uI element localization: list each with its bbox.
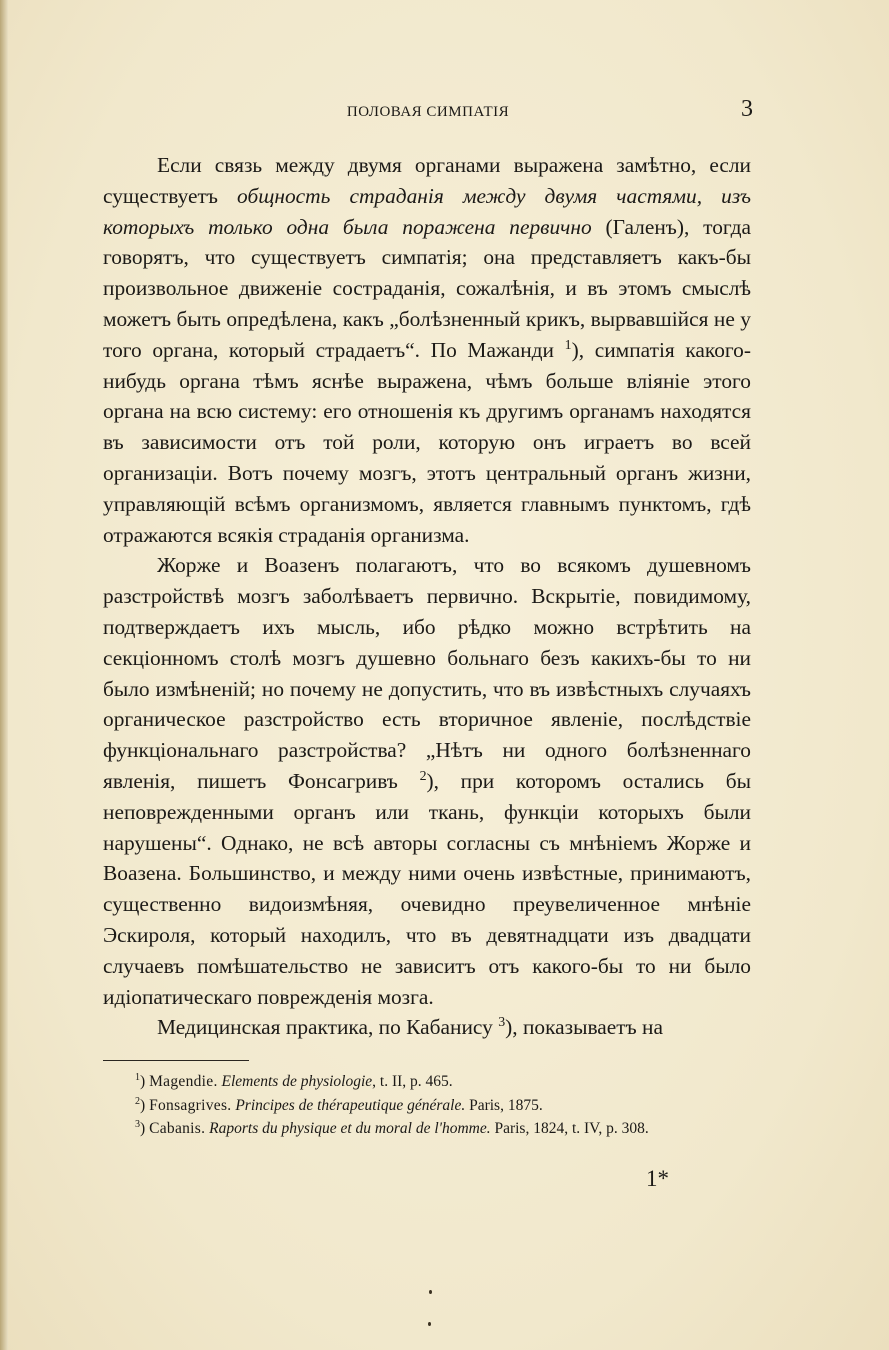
printer-signature-mark: 1* [646, 1166, 669, 1191]
ink-speck [429, 1290, 432, 1294]
footnotes [103, 1070, 751, 1141]
page-binding-edge [0, 0, 8, 1350]
paragraph-1-text-b: (Галенъ), тогда говорятъ, что существуетъ симпатія; она представляетъ какъ-бы произвольное движеніе состраданія, сожалѣнія, и въ этомъ смыслѣ можетъ быть опредѣлена, какъ „болѣзненный крикъ, вырвавшійся не у того органа, который страдаетъ“. По Мажанди [103, 214, 751, 362]
footnote-title: Elements de physiologie [221, 1073, 373, 1090]
page-number: 3 [741, 96, 753, 122]
paragraph-2-text-a: Жорже и Воазенъ полагаютъ, что во всякомъ душевномъ разстройствѣ мозгъ заболѣваетъ первично. Вскрытіе, повидимому, подтверждаетъ ихъ мысль, ибо рѣдко можно встрѣтить на секціонномъ столѣ мозгъ душевно больнаго безъ какихъ-бы то ни было измѣненій; но почему не допустить, что въ извѣстныхъ случаяхъ органическое разстройство есть вторичное явленіе, послѣдствіе функціональнаго разстройства? „Нѣтъ ни одного болѣзненнаго явленія, пишетъ Фонсагривъ [103, 553, 751, 793]
page-header [103, 96, 753, 126]
footnote-mark: 1 [135, 1071, 141, 1083]
footnote-details: Paris, 1824, t. IV, p. 308. [490, 1120, 649, 1137]
footnote-2: $^2$) Fonsagrives. Principes de thérapeutique générale. Paris, 1875. [135, 1095, 543, 1114]
running-title: ПОЛОВАЯ СИМПАТІЯ [346, 104, 510, 120]
footnote-mark: 2 [135, 1095, 141, 1107]
footnote-ref-1: 1 [564, 337, 572, 353]
footnote-author: Magendie. [149, 1073, 218, 1090]
footnote-1: $^1$) Magendie. Elements de physiologie, t. II, p. 465. [135, 1071, 453, 1090]
paragraph-3-text-b: ), показываетъ на [505, 1015, 663, 1040]
footnote-ref-2: 2 [419, 768, 427, 784]
footnote-mark: 3 [135, 1118, 141, 1130]
footnote-separator [103, 1060, 249, 1061]
footnote-title: Raports du physique et du moral de l'homme. [209, 1120, 491, 1137]
paragraph-1-text-c: ), симпатія какого-нибудь органа тѣмъ яснѣе выражена, чѣмъ больше вліяніе этого органа на всю систему: его отношенія къ другимъ органамъ находятся въ зависимости отъ той роли, которую онъ играетъ во всей организаціи. Вотъ почему мозгъ, этотъ центральный органъ жизни, управляющій всѣмъ организмомъ, является главнымъ пунктомъ, гдѣ отражаются всякія страданія организма. [103, 337, 751, 547]
ink-speck [428, 1322, 431, 1326]
paragraph-1-text-a: Если связь между двумя органами выражена замѣтно, если существуетъ [103, 153, 751, 208]
footnote-3: $^3$) Cabanis. Raports du physique et du moral de l'homme. Paris, 1824, t. IV, p. 308. [135, 1118, 649, 1137]
footnote-details: , t. II, p. 465. [372, 1073, 453, 1090]
paragraph-3-text-a: Медицинская практика, по Кабанису [157, 1015, 493, 1040]
paragraph-2 [103, 550, 751, 1012]
main-text [103, 150, 751, 1043]
paragraph-1 [103, 150, 751, 550]
footnote-author: Cabanis. [149, 1120, 206, 1137]
paragraph-1-italic-quote: общность страданія между двумя частями, изъ которыхъ только одна была поражена первично [103, 183, 752, 239]
paragraph-3 [103, 1012, 751, 1043]
paragraph-2-text-b: ), при которомъ остались бы неповрежденными органъ или ткань, функціи которыхъ были нарушены“. Однако, не всѣ авторы согласны съ мнѣніемъ Жорже и Воазена. Большинство, и между ними очень извѣстные, принимаютъ, существенно видоизмѣняя, очевидно преувеличенное мнѣніе Эскироля, который находилъ, что въ девятнадцати изъ двадцати случаевъ помѣшательство не зависитъ отъ какого-бы то ни было идіопатическаго поврежденія мозга. [103, 768, 751, 1009]
footnote-title: Principes de thérapeutique générale. [235, 1096, 466, 1114]
footnote-ref-3: 3 [498, 1015, 506, 1031]
footnote-author: Fonsagrives. [149, 1096, 232, 1114]
footnote-details: Paris, 1875. [465, 1096, 543, 1114]
paper-specks [428, 1288, 434, 1328]
